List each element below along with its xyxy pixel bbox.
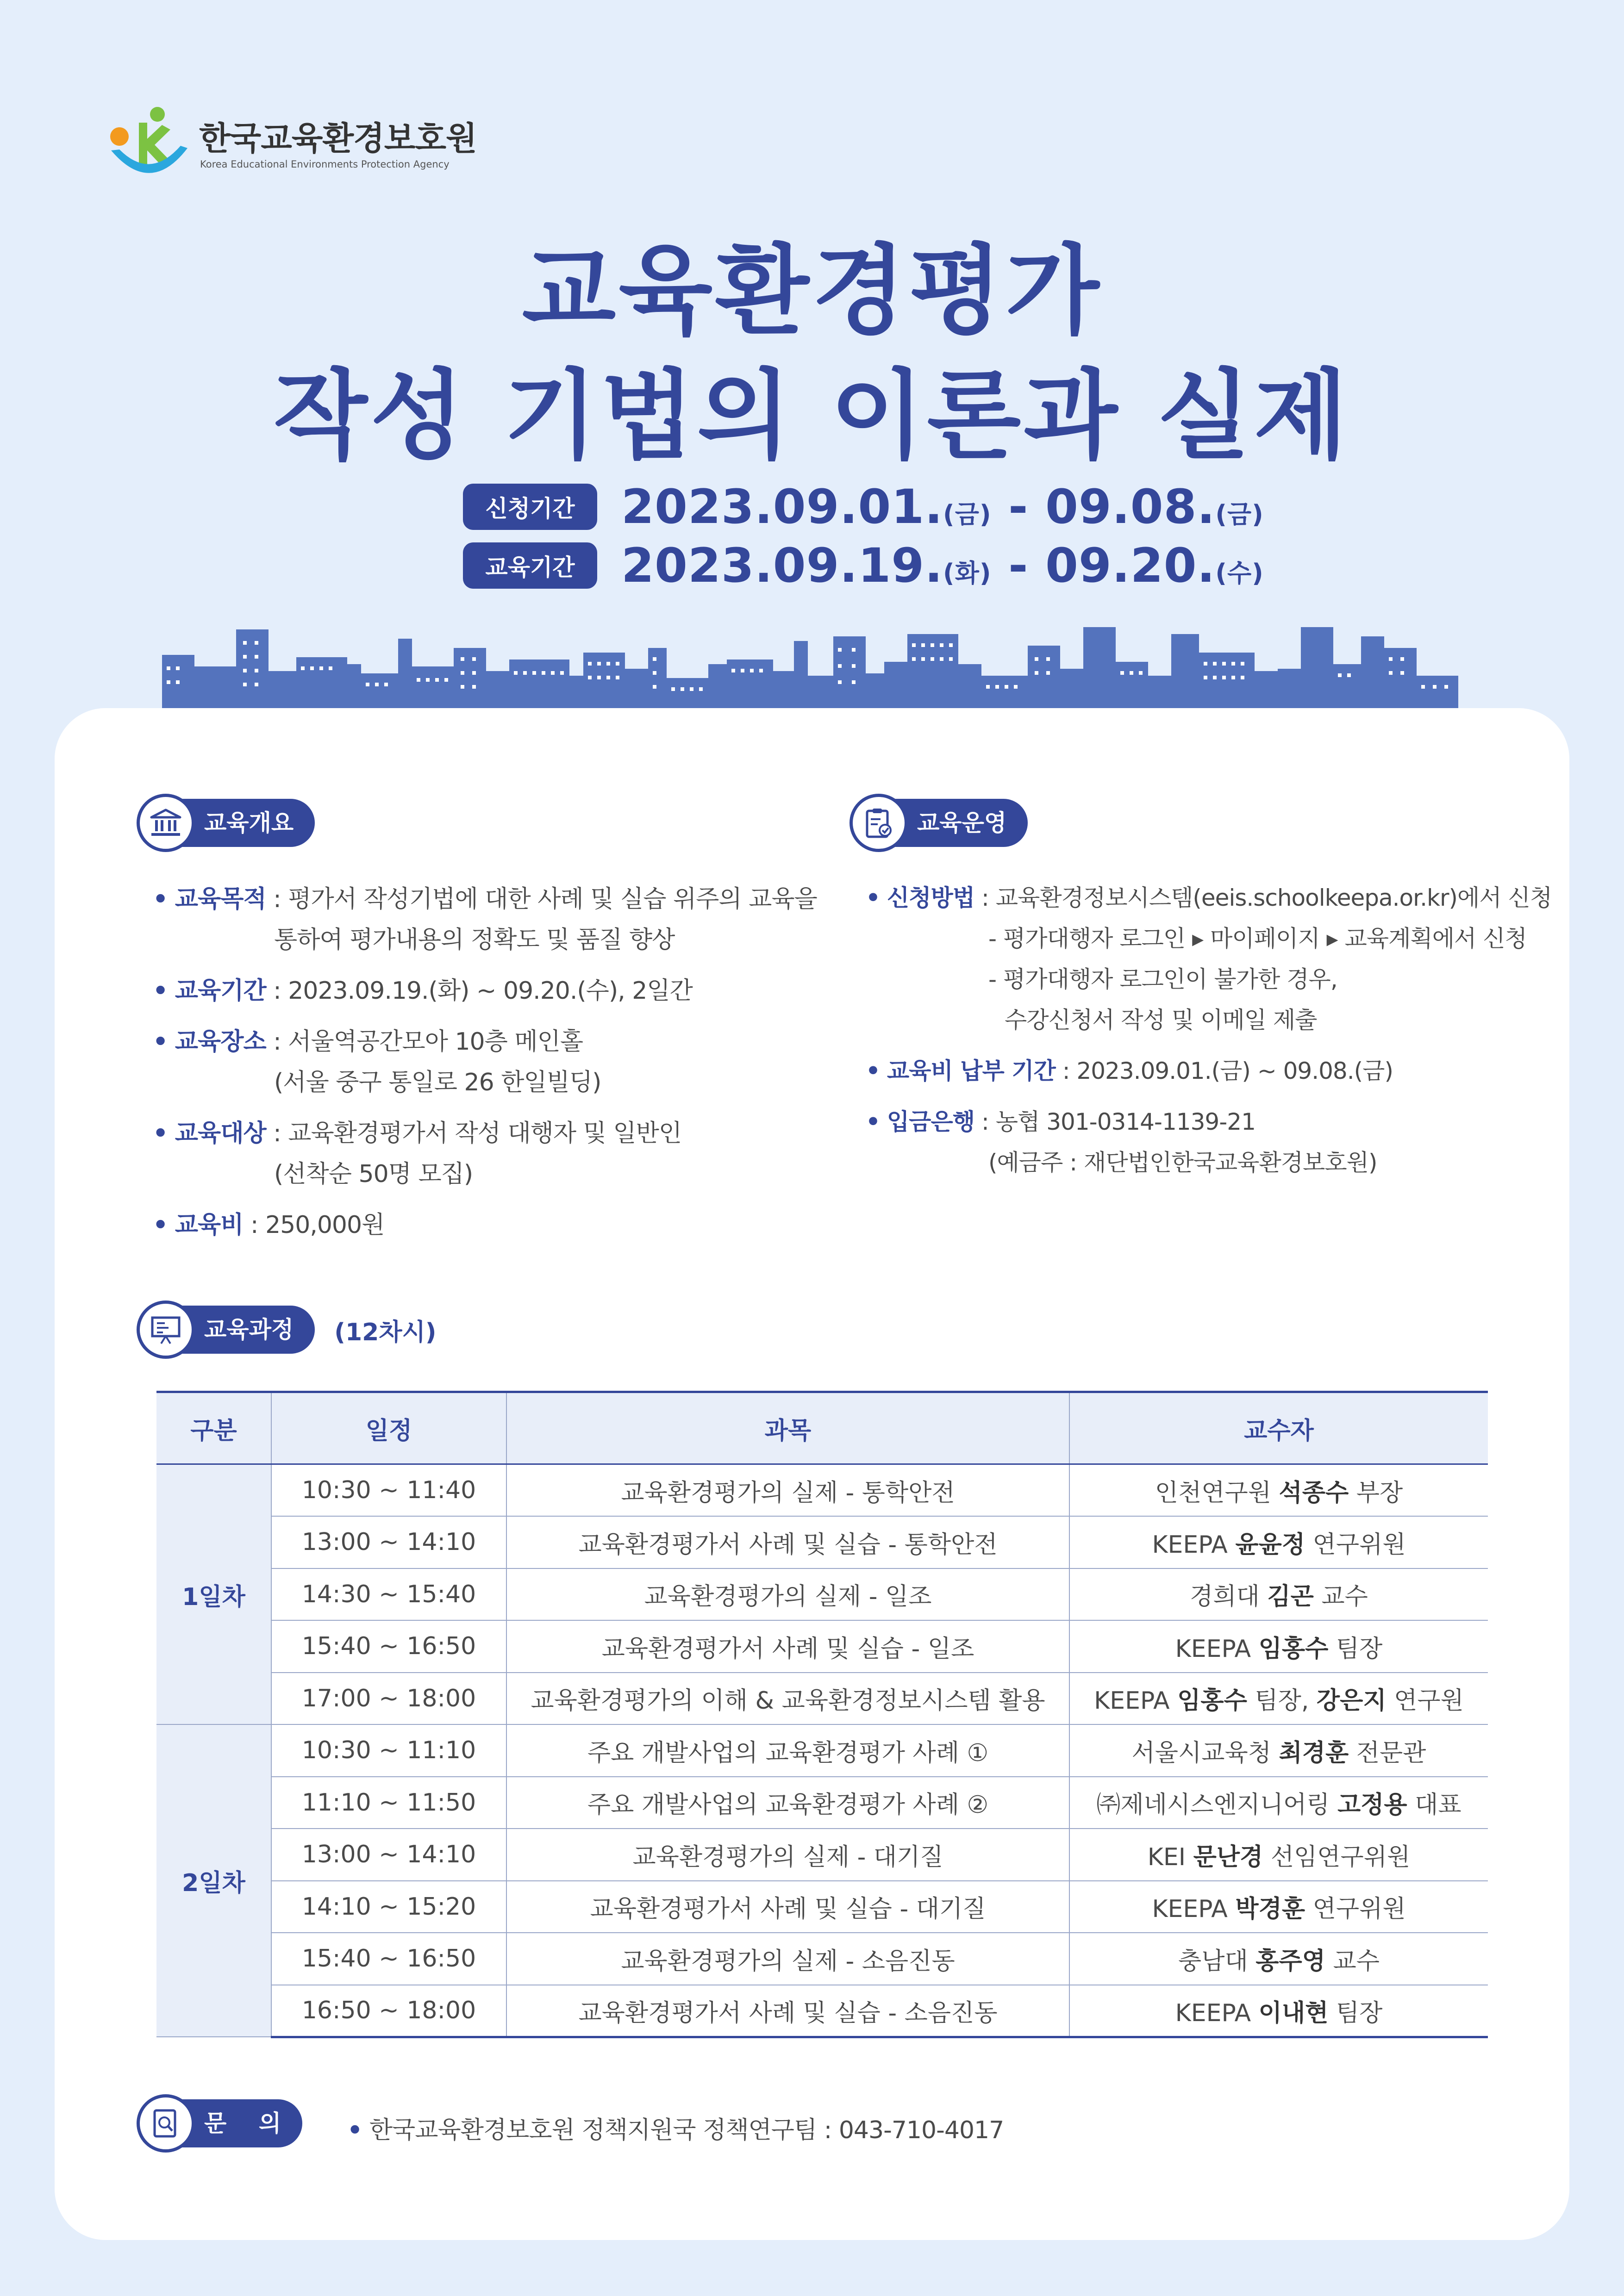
table-row	[156, 1724, 1488, 1777]
table-header-row	[156, 1392, 1488, 1464]
operation-apply-sub2: - 평가대행자 로그인이 불가한 경우,	[988, 966, 1337, 993]
curriculum-hours: (12차시)	[334, 1318, 437, 1346]
education-period-dates	[621, 538, 1264, 593]
overview-item-period: • 교육기간 : 2023.09.19.(화) ~ 09.20.(수), 2일간	[153, 977, 693, 1005]
apply-start: 2023.09.01.	[621, 479, 943, 535]
instructor-affiliation: 교수	[1325, 1947, 1380, 1975]
instructor-cell	[1069, 1933, 1488, 1985]
operation-key: 입금은행	[887, 1108, 975, 1135]
contact-text: 한국교육환경보호원 정책지원국 정책연구팀 : 043-710-4017	[369, 2116, 1004, 2144]
contact-heading	[137, 2094, 302, 2153]
instructor-name: 문난경	[1193, 1843, 1263, 1871]
overview-item-target-cont: (선착순 50명 모집)	[274, 1160, 473, 1188]
instructor-affiliation: 서울시교육청	[1131, 1739, 1279, 1767]
instructor-affiliation: 팀장	[1328, 1999, 1383, 2027]
overview-item-purpose-cont: 통하여 평가내용의 정확도 및 품질 향상	[274, 926, 675, 954]
inquiry-search-icon	[137, 2094, 195, 2153]
edu-start: 2023.09.19.	[621, 538, 943, 593]
instructor-affiliation: 선임연구위원	[1263, 1843, 1411, 1871]
overview-list	[153, 879, 824, 1250]
table-row	[156, 1933, 1488, 1985]
org-logo	[106, 104, 523, 187]
overview-value: 서울역공간모아 10층 메인홀	[288, 1028, 583, 1056]
time-cell: 15:40 ~ 16:50	[271, 1620, 506, 1673]
instructor-cell	[1069, 1985, 1488, 2037]
operation-heading-label: 교육운영	[875, 799, 1028, 847]
operation-apply: • 신청방법 : 교육환경정보시스템(eeis.schoolkeepa.or.kr)에서 신청	[866, 884, 1552, 911]
apply-end: 09.08.	[1045, 479, 1216, 535]
overview-value: 2023.09.19.(화) ~ 09.20.(수), 2일간	[288, 977, 693, 1005]
instructor-cell	[1069, 1881, 1488, 1933]
curriculum-heading	[137, 1300, 437, 1359]
apply-dash: -	[1008, 479, 1029, 535]
instructor-cell	[1069, 1777, 1488, 1829]
instructor-cell	[1069, 1516, 1488, 1568]
instructor-name: 윤윤정	[1235, 1531, 1305, 1559]
overview-item-purpose: • 교육목적 : 평가서 작성기법에 대한 사례 및 실습 위주의 교육을	[153, 885, 817, 913]
time-cell: 14:30 ~ 15:40	[271, 1568, 506, 1621]
instructor-name: 최경훈	[1279, 1739, 1349, 1767]
apply-period-label: 신청기간	[463, 484, 597, 530]
table-row	[156, 1985, 1488, 2037]
operation-fee-period: • 교육비 납부 기간 : 2023.09.01.(금) ~ 09.08.(금)	[866, 1058, 1393, 1084]
time-cell: 13:00 ~ 14:10	[271, 1516, 506, 1568]
table-row	[156, 1464, 1488, 1517]
operation-key: 교육비 납부 기간	[887, 1058, 1056, 1084]
instructor-cell	[1069, 1568, 1488, 1621]
operation-value: 2023.09.01.(금) ~ 09.08.(금)	[1076, 1058, 1393, 1084]
instructor-affiliation: 대표	[1407, 1791, 1462, 1819]
table-row	[156, 1673, 1488, 1725]
time-cell: 14:10 ~ 15:20	[271, 1881, 506, 1933]
time-cell: 17:00 ~ 18:00	[271, 1673, 506, 1725]
overview-heading-label: 교육개요	[162, 799, 315, 847]
time-cell: 11:10 ~ 11:50	[271, 1777, 506, 1829]
edu-dash: -	[1008, 538, 1029, 593]
operation-value: 농협 301-0314-1139-21	[995, 1108, 1255, 1135]
instructor-cell	[1069, 1620, 1488, 1673]
operation-value: 교육환경정보시스템(eeis.schoolkeepa.or.kr)에서 신청	[995, 884, 1552, 911]
operation-bank: • 입금은행 : 농협 301-0314-1139-21	[866, 1108, 1255, 1135]
operation-apply-sub3: 수강신청서 작성 및 이메일 제출	[1005, 1007, 1317, 1033]
instructor-affiliation: KEEPA	[1094, 1687, 1178, 1715]
apply-end-day: (금)	[1215, 499, 1264, 529]
subject-cell: 교육환경평가서 사례 및 실습 - 통학안전	[506, 1516, 1069, 1568]
operation-bank-holder: (예금주 : 재단법인한국교육환경보호원)	[988, 1149, 1377, 1176]
instructor-affiliation: 팀장,	[1247, 1687, 1317, 1715]
subject-cell: 교육환경평가서 사례 및 실습 - 대기질	[506, 1881, 1069, 1933]
org-name-english: Korea Educational Environments Protection Agency	[200, 159, 450, 170]
time-cell: 16:50 ~ 18:00	[271, 1985, 506, 2037]
instructor-affiliation: ㈜제네시스엔지니어링	[1096, 1791, 1337, 1819]
edu-end-day: (수)	[1215, 558, 1264, 588]
day-label: 2일차	[156, 1724, 271, 2037]
instructor-affiliation: KEEPA	[1152, 1895, 1236, 1923]
overview-item-fee: • 교육비 : 250,000원	[153, 1211, 385, 1239]
curriculum-heading-label: 교육과정	[162, 1306, 315, 1354]
org-name: 한국교육환경보호원	[199, 119, 477, 157]
table-row	[156, 1516, 1488, 1568]
table-row	[156, 1777, 1488, 1829]
subject-cell: 주요 개발사업의 교육환경평가 사례 ②	[506, 1777, 1069, 1829]
column-header: 과목	[506, 1392, 1069, 1464]
clipboard-check-icon	[849, 794, 908, 852]
city-skyline-illustration	[162, 620, 1458, 708]
instructor-name: 홍주영	[1255, 1947, 1325, 1975]
instructor-affiliation: KEEPA	[1175, 1635, 1259, 1663]
instructor-affiliation: 인천연구원	[1155, 1479, 1279, 1507]
instructor-affiliation: 팀장	[1328, 1635, 1383, 1663]
org-emblem-icon	[106, 104, 194, 187]
time-cell: 13:00 ~ 14:10	[271, 1829, 506, 1881]
subject-cell: 교육환경평가의 실제 - 일조	[506, 1568, 1069, 1621]
column-header: 일정	[271, 1392, 506, 1464]
building-icon	[137, 794, 195, 852]
edu-end: 09.20.	[1045, 538, 1216, 593]
overview-key: 교육비	[175, 1211, 244, 1239]
overview-value: 평가서 작성기법에 대한 사례 및 실습 위주의 교육을	[288, 885, 817, 913]
table-row	[156, 1568, 1488, 1621]
instructor-affiliation: KEEPA	[1175, 1999, 1259, 2027]
overview-value: 250,000원	[265, 1211, 385, 1239]
instructor-name: 임홍수	[1258, 1635, 1329, 1663]
main-title-line2: 작성 기법의 이론과 실제	[274, 359, 1350, 473]
instructor-cell	[1069, 1829, 1488, 1881]
instructor-name: 임홍수	[1177, 1687, 1247, 1715]
instructor-affiliation: 경희대	[1190, 1583, 1268, 1611]
operation-key: 신청방법	[887, 884, 975, 911]
column-header: 교수자	[1069, 1392, 1488, 1464]
instructor-affiliation: 부장	[1349, 1479, 1403, 1507]
overview-value: 교육환경평가서 작성 대행자 및 일반인	[288, 1120, 682, 1147]
operation-apply-sub1: - 평가대행자 로그인 ▸ 마이페이지 ▸ 교육계획에서 신청	[988, 925, 1527, 952]
education-period-label: 교육기간	[463, 542, 597, 589]
overview-item-target: • 교육대상 : 교육환경평가서 작성 대행자 및 일반인	[153, 1120, 682, 1147]
subject-cell: 교육환경평가의 실제 - 소음진동	[506, 1933, 1069, 1985]
overview-item-place-cont: (서울 중구 통일로 26 한일빌딩)	[274, 1069, 601, 1096]
table-row	[156, 1881, 1488, 1933]
instructor-affiliation: 충남대	[1178, 1947, 1256, 1975]
overview-key: 교육장소	[175, 1028, 266, 1056]
contact-info	[347, 2110, 1412, 2147]
apply-start-day: (금)	[943, 499, 992, 529]
overview-key: 교육대상	[175, 1120, 266, 1147]
subject-cell: 주요 개발사업의 교육환경평가 사례 ①	[506, 1724, 1069, 1777]
apply-period-dates	[621, 479, 1264, 535]
table-row	[156, 1829, 1488, 1881]
contact-line: • 한국교육환경보호원 정책지원국 정책연구팀 : 043-710-4017	[347, 2116, 1004, 2144]
subject-cell: 교육환경평가서 사례 및 실습 - 일조	[506, 1620, 1069, 1673]
instructor-affiliation: KEEPA	[1152, 1531, 1236, 1559]
instructor-affiliation: 연구위원	[1305, 1895, 1406, 1923]
table-row	[156, 1620, 1488, 1673]
instructor-cell	[1069, 1673, 1488, 1725]
edu-start-day: (화)	[943, 558, 992, 588]
instructor-affiliation: KEI	[1147, 1843, 1193, 1871]
instructor-name: 강은지	[1316, 1687, 1387, 1715]
day-label: 1일차	[156, 1464, 271, 1725]
apply-period	[463, 479, 1264, 535]
operation-list	[866, 879, 1552, 1194]
instructor-affiliation: 연구위원	[1305, 1531, 1406, 1559]
overview-key: 교육기간	[175, 977, 266, 1005]
subject-cell: 교육환경평가서 사례 및 실습 - 소음진동	[506, 1985, 1069, 2037]
time-cell: 10:30 ~ 11:10	[271, 1724, 506, 1777]
instructor-affiliation: 교수	[1313, 1583, 1368, 1611]
subject-cell: 교육환경평가의 실제 - 대기질	[506, 1829, 1069, 1881]
main-title-line1: 교육환경평가	[522, 234, 1102, 348]
operation-heading	[849, 794, 1028, 852]
time-cell: 15:40 ~ 16:50	[271, 1933, 506, 1985]
subject-cell: 교육환경평가의 실제 - 통학안전	[506, 1464, 1069, 1517]
instructor-name: 김곤	[1267, 1583, 1314, 1611]
overview-heading	[137, 794, 315, 852]
instructor-name: 석종수	[1279, 1479, 1349, 1507]
instructor-affiliation: 전문관	[1349, 1739, 1426, 1767]
instructor-cell	[1069, 1724, 1488, 1777]
subject-cell: 교육환경평가의 이해 & 교육환경정보시스템 활용	[506, 1673, 1069, 1725]
presentation-board-icon	[137, 1300, 195, 1359]
time-cell: 10:30 ~ 11:40	[271, 1464, 506, 1517]
instructor-affiliation: 연구원	[1386, 1687, 1464, 1715]
education-period	[463, 538, 1264, 593]
instructor-name: 이내현	[1258, 1999, 1329, 2027]
instructor-cell	[1069, 1464, 1488, 1517]
overview-item-place: • 교육장소 : 서울역공간모아 10층 메인홀	[153, 1028, 583, 1056]
instructor-name: 고정용	[1337, 1791, 1407, 1819]
overview-key: 교육목적	[175, 885, 266, 913]
instructor-name: 박경훈	[1235, 1895, 1305, 1923]
contact-heading-label: 문 의	[162, 2099, 302, 2147]
column-header: 구분	[156, 1392, 271, 1464]
curriculum-table	[156, 1391, 1488, 2038]
